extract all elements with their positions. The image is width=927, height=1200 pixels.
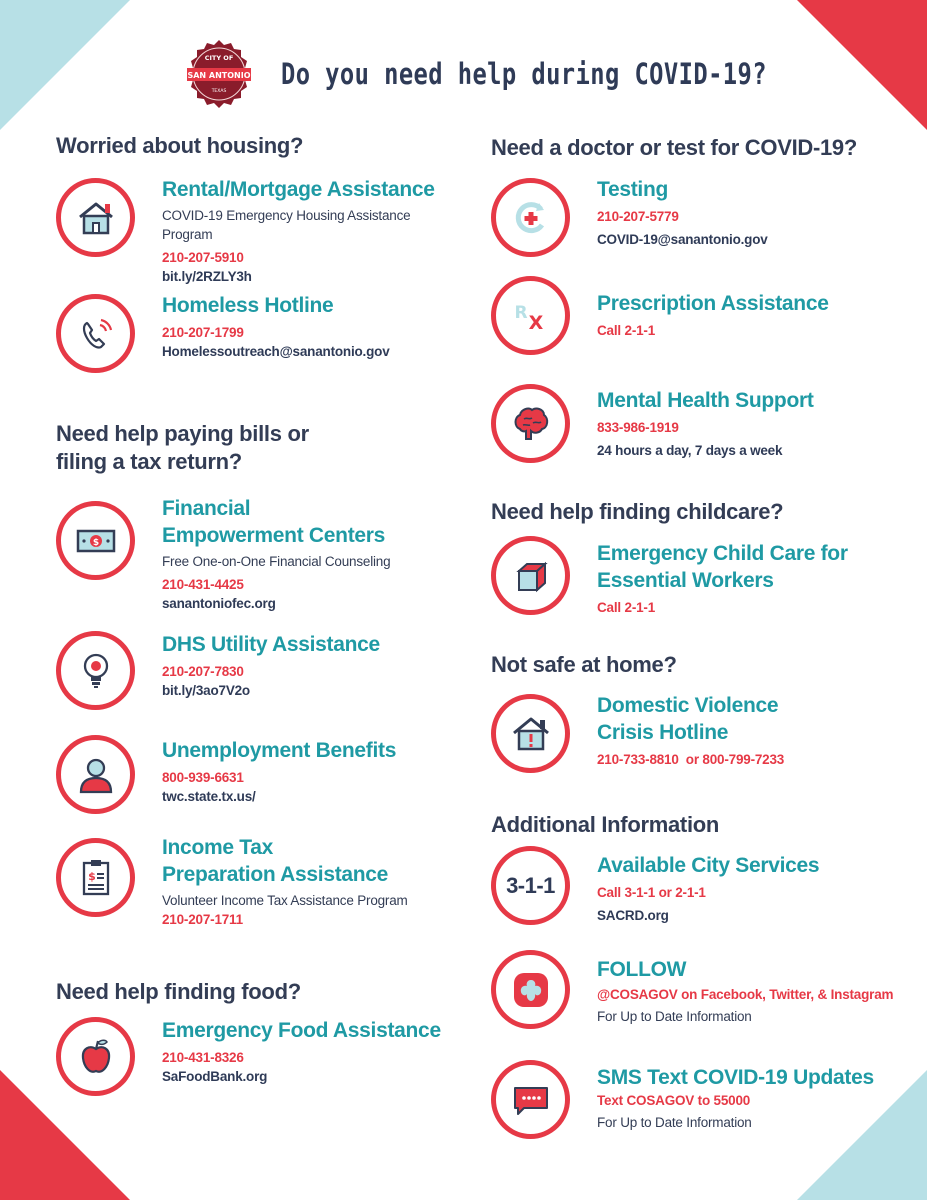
- entry-title-line: Crisis Hotline: [597, 721, 729, 744]
- 311-icon: [491, 846, 570, 925]
- entry-title: FOLLOW: [597, 958, 687, 981]
- sms-instruction[interactable]: Text COSAGOV to 55000: [597, 1093, 751, 1108]
- svg-text:X: X: [528, 311, 543, 334]
- social-handle[interactable]: @COSAGOV on Facebook, Twitter, & Instagram: [597, 987, 894, 1002]
- link-text[interactable]: bit.ly/3ao7V2o: [162, 683, 250, 698]
- entry-title: DHS Utility Assistance: [162, 633, 380, 656]
- phone-number[interactable]: 210-207-7830: [162, 664, 244, 679]
- link-text[interactable]: SACRD.org: [597, 908, 669, 923]
- entry-description: Volunteer Income Tax Assistance Program: [162, 893, 408, 908]
- entry-description: COVID-19 Emergency Housing Assistance Program: [162, 208, 411, 242]
- entry-title: Available City Services: [597, 854, 820, 877]
- entry-title-line: Preparation Assistance: [162, 863, 389, 886]
- rx-icon: [491, 276, 570, 355]
- entry-title: Emergency Food Assistance: [162, 1019, 441, 1042]
- heading-childcare: Need help finding childcare?: [491, 499, 784, 524]
- brain-icon: [491, 384, 570, 463]
- phone-ringing-icon: [56, 294, 135, 373]
- svg-text:TEXAS: TEXAS: [211, 89, 227, 94]
- link-text[interactable]: twc.state.tx.us/: [162, 789, 256, 804]
- entry-title-line: Financial: [162, 497, 251, 520]
- page-header: [183, 38, 823, 110]
- svg-text:$: $: [87, 869, 96, 883]
- phone-number[interactable]: 210-431-4425: [162, 577, 244, 592]
- page-title: Do you need help during COVID-19?: [281, 57, 767, 91]
- entry-title: Rental/Mortgage Assistance: [162, 178, 435, 201]
- phone-number[interactable]: 800-939-6631: [162, 770, 244, 785]
- heading-line: Need help paying bills or: [56, 421, 309, 446]
- heading-safe-at-home: Not safe at home?: [491, 652, 677, 677]
- chat-bubble-icon: [491, 1060, 570, 1139]
- corner-decoration-top-left: [0, 0, 130, 130]
- entry-title: Prescription Assistance: [597, 292, 829, 315]
- svg-text:CITY OF: CITY OF: [204, 54, 234, 62]
- link-text[interactable]: Homelessoutreach@sanantonio.gov: [162, 344, 390, 359]
- block-icon: [491, 536, 570, 615]
- entry-description: For Up to Date Information: [597, 1009, 752, 1024]
- link-text[interactable]: bit.ly/2RZLY3h: [162, 269, 252, 284]
- heading-housing: Worried about housing?: [56, 133, 304, 158]
- apple-icon: [56, 1017, 135, 1096]
- svg-text:SAN ANTONIO: SAN ANTONIO: [187, 71, 251, 80]
- entry-title-line: Income Tax: [162, 836, 273, 859]
- entry-title: Homeless Hotline: [162, 294, 334, 317]
- lightbulb-icon: [56, 631, 135, 710]
- entry-title: Testing: [597, 178, 669, 201]
- heading-line: filing a tax return?: [56, 448, 242, 474]
- phone-number[interactable]: 210-733-8810 or 800-799-7233: [597, 752, 785, 767]
- entry-title-line: Emergency Child Care for: [597, 542, 848, 565]
- link-text[interactable]: COVID-19@sanantonio.gov: [597, 232, 768, 247]
- heading-bills: [56, 420, 309, 475]
- entry-title: Unemployment Benefits: [162, 739, 397, 762]
- medical-refresh-icon: [491, 178, 570, 257]
- link-text[interactable]: SaFoodBank.org: [162, 1069, 268, 1084]
- clipboard-dollar-icon: [56, 838, 135, 917]
- svg-text:R: R: [513, 302, 528, 323]
- phone-number[interactable]: 210-207-5910: [162, 250, 244, 265]
- 311-icon-label: 3-1-1: [506, 872, 555, 898]
- entry-description: For Up to Date Information: [597, 1115, 752, 1130]
- entry-title-line: Empowerment Centers: [162, 524, 386, 547]
- social-follow-icon: [491, 950, 570, 1029]
- entry-description: Free One-on-One Financial Counseling: [162, 554, 391, 569]
- phone-number[interactable]: 210-431-8326: [162, 1050, 244, 1065]
- heading-doctor: Need a doctor or test for COVID-19?: [491, 135, 858, 160]
- city-seal-logo: [183, 38, 255, 110]
- house-alert-icon: [491, 694, 570, 773]
- heading-food: Need help finding food?: [56, 979, 301, 1004]
- link-text[interactable]: sanantoniofec.org: [162, 596, 276, 611]
- phone-number[interactable]: 210-207-1799: [162, 325, 244, 340]
- entry-title: SMS Text COVID-19 Updates: [597, 1066, 874, 1089]
- phone-number[interactable]: 210-207-5779: [597, 209, 679, 224]
- phone-number[interactable]: Call 2-1-1: [597, 323, 656, 338]
- entry-title-line: Essential Workers: [597, 569, 774, 592]
- entry-title-line: Domestic Violence: [597, 694, 779, 717]
- money-bill-icon: [56, 501, 135, 580]
- phone-number[interactable]: 210-207-1711: [162, 912, 243, 927]
- phone-number[interactable]: Call 2-1-1: [597, 600, 656, 615]
- entry-title: Mental Health Support: [597, 389, 814, 412]
- svg-text:$: $: [92, 537, 99, 548]
- phone-number[interactable]: 833-986-1919: [597, 420, 679, 435]
- person-icon: [56, 735, 135, 814]
- house-icon: [56, 178, 135, 257]
- phone-number[interactable]: Call 3-1-1 or 2-1-1: [597, 885, 706, 900]
- heading-additional-information: Additional Information: [491, 812, 720, 837]
- hours-text: 24 hours a day, 7 days a week: [597, 443, 783, 458]
